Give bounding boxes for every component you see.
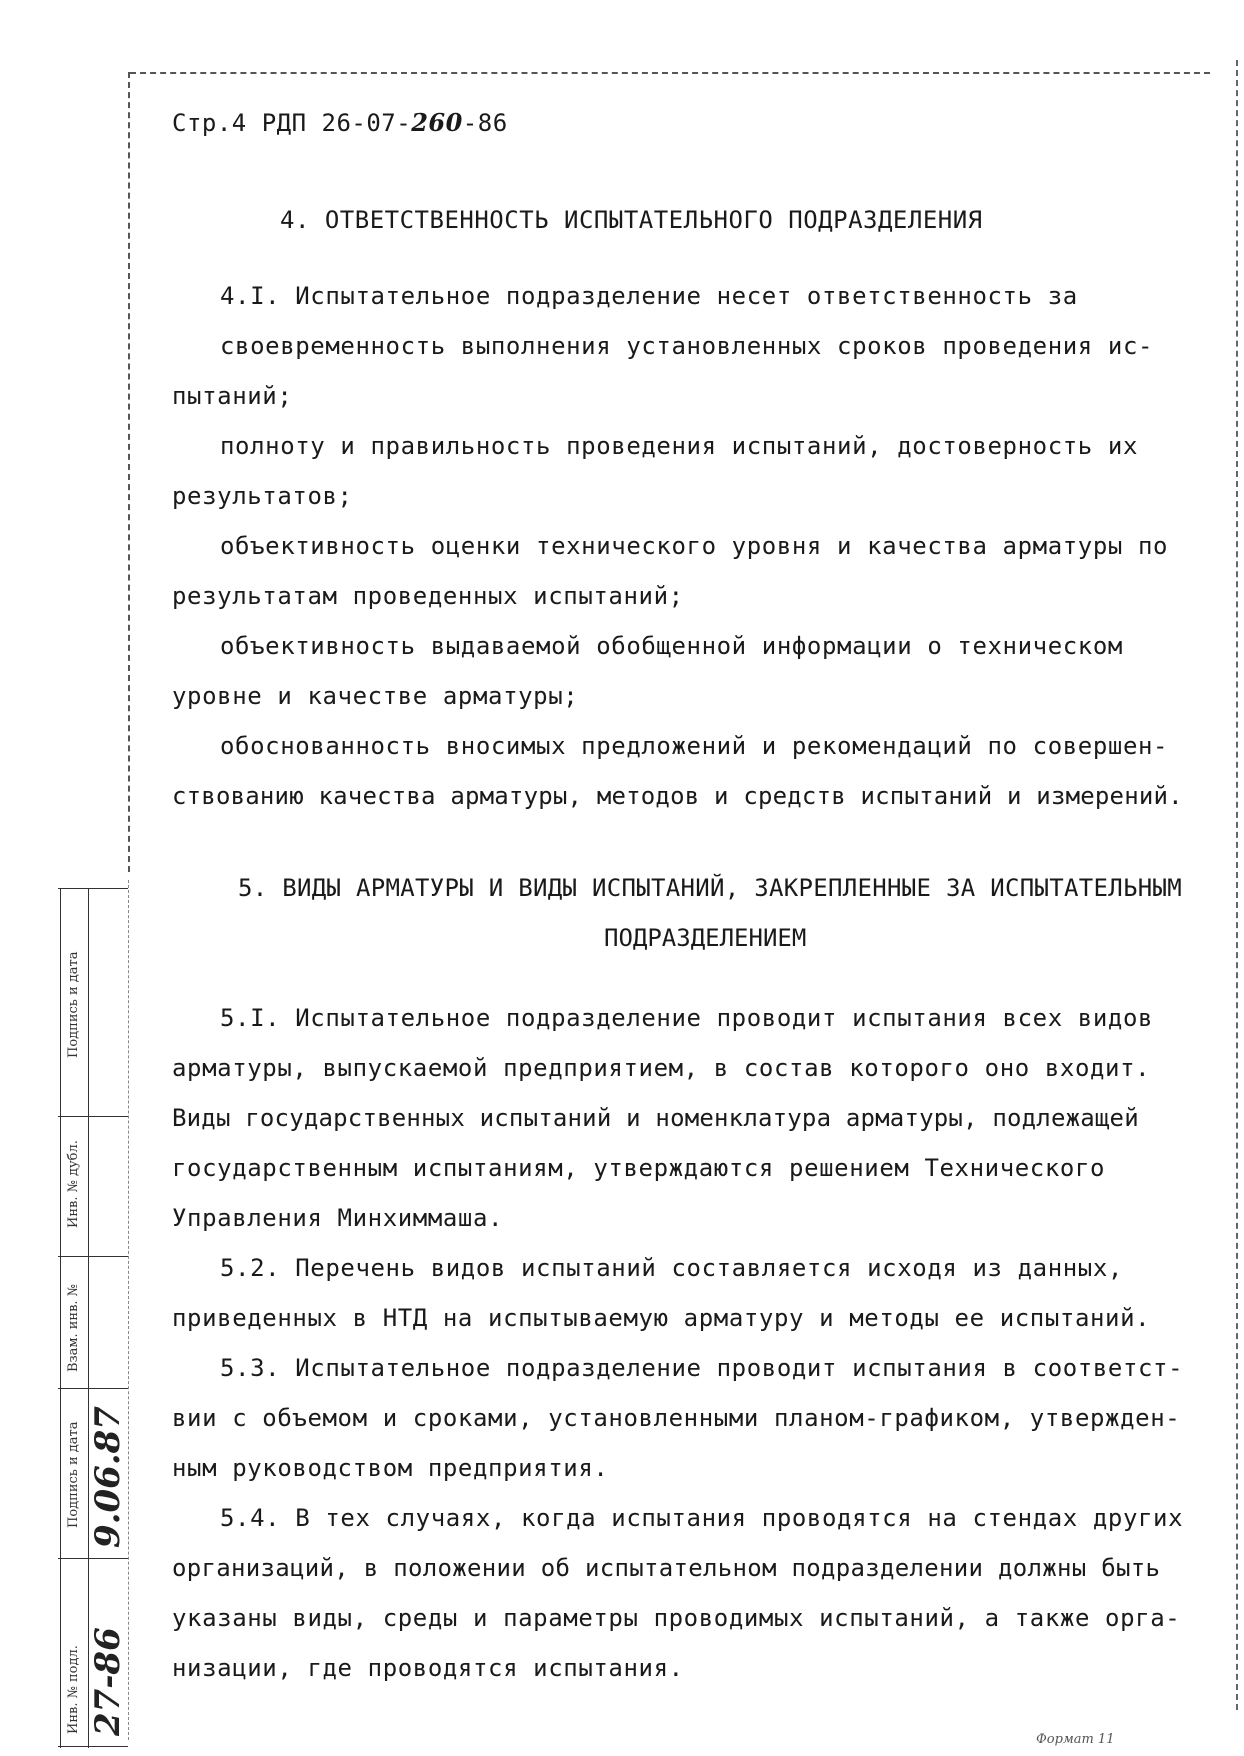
section5-line: указаны виды, среды и параметры проводимых испытаний, а также орга- bbox=[172, 1604, 1181, 1632]
frame-left-border-lower bbox=[128, 880, 129, 1740]
section4-line: уровне и качестве арматуры; bbox=[172, 682, 579, 710]
section5-line: государственным испытаниям, утверждаются решением Технического bbox=[172, 1154, 1106, 1182]
frame-left-border bbox=[128, 72, 130, 872]
section4-line: объективность оценки технического уровня и качества арматуры по bbox=[220, 532, 1169, 560]
section5-title-line2: ПОДРАЗДЕЛЕНИЕМ bbox=[604, 924, 807, 952]
stamp-label: Подпись и дата bbox=[66, 951, 81, 1058]
stamp-line bbox=[58, 1256, 128, 1257]
section5-line: 5.3. Испытательное подразделение проводит испытания в соответст- bbox=[220, 1354, 1184, 1382]
section4-line: объективность выдаваемой обобщенной информации о техническом bbox=[220, 632, 1123, 660]
section5-line: Управления Минхиммаша. bbox=[172, 1204, 504, 1232]
section5-line: вии с объемом и сроками, установленными планом-графиком, утвержден- bbox=[172, 1404, 1181, 1432]
section4-line: ствованию качества арматуры, методов и средств испытаний и измерений. bbox=[172, 782, 1183, 810]
section4-line: своевременность выполнения установленных сроков проведения ис- bbox=[220, 332, 1154, 360]
section4-title: 4. ОТВЕТСТВЕННОСТЬ ИСПЫТАТЕЛЬНОГО ПОДРАЗДЕЛЕНИЯ bbox=[280, 206, 983, 234]
section4-line: полноту и правильность проведения испытаний, достоверность их bbox=[220, 432, 1139, 460]
stamp-handwritten-date: 9.06.87 bbox=[88, 1406, 128, 1548]
section5-line: 5.I. Испытательное подразделение проводит испытания всех видов bbox=[220, 1004, 1154, 1032]
stamp-line bbox=[58, 1558, 128, 1559]
section4-line: 4.I. Испытательное подразделение несет ответственность за bbox=[220, 282, 1078, 310]
stamp-label: Подпись и дата bbox=[66, 1421, 81, 1528]
section4-line: обоснованность вносимых предложений и рекомендаций по совершен- bbox=[220, 732, 1169, 760]
section4-line: результатов; bbox=[172, 482, 353, 510]
section5-title-line1: 5. ВИДЫ АРМАТУРЫ И ВИДЫ ИСПЫТАНИЙ, ЗАКРЕПЛЕННЫЕ ЗА ИСПЫТАТЕЛЬНЫМ bbox=[238, 874, 1182, 902]
stamp-line bbox=[58, 1388, 128, 1389]
section5-line: арматуры, выпускаемой предприятием, в состав которого оно входит. bbox=[172, 1054, 1151, 1082]
section4-line: пытаний; bbox=[172, 382, 293, 410]
stamp-line bbox=[58, 1746, 128, 1747]
section5-line: организаций, в положении об испытательном подразделении должны быть bbox=[172, 1554, 1161, 1582]
section5-line: 5.2. Перечень видов испытаний составляется исходя из данных, bbox=[220, 1254, 1123, 1282]
section5-line: 5.4. В тех случаях, когда испытания проводятся на стендах других bbox=[220, 1504, 1184, 1532]
section5-line: приведенных в НТД на испытываемую арматуру и методы ее испытаний. bbox=[172, 1304, 1151, 1332]
stamp-line bbox=[60, 888, 61, 1748]
section4-line: результатам проведенных испытаний; bbox=[172, 582, 684, 610]
stamp-label: Инв. № подл. bbox=[66, 1645, 81, 1734]
stamp-handwritten-number: 27-86 bbox=[88, 1627, 128, 1736]
header-suffix: -86 bbox=[462, 109, 508, 137]
stamp-line bbox=[58, 888, 128, 889]
frame-top-border bbox=[130, 72, 1210, 74]
footer-format: Формат 11 bbox=[1036, 1732, 1115, 1747]
frame-right-border bbox=[1236, 60, 1238, 1710]
section5-line: низации, где проводятся испытания. bbox=[172, 1654, 684, 1682]
stamp-line bbox=[58, 1116, 128, 1117]
binding-stamp bbox=[58, 888, 128, 1748]
stamp-label: Инв. № дубл. bbox=[66, 1140, 81, 1228]
stamp-line bbox=[88, 888, 89, 1748]
section5-line: ным руководством предприятия. bbox=[172, 1454, 609, 1482]
stamp-label: Взам. инв. № bbox=[66, 1284, 81, 1372]
header-hand-number: 260 bbox=[411, 108, 463, 137]
header-prefix: Стр.4 РДП 26-07- bbox=[172, 109, 412, 137]
section5-line: Виды государственных испытаний и номенклатура арматуры, подлежащей bbox=[172, 1104, 1139, 1132]
page-header bbox=[172, 108, 508, 137]
